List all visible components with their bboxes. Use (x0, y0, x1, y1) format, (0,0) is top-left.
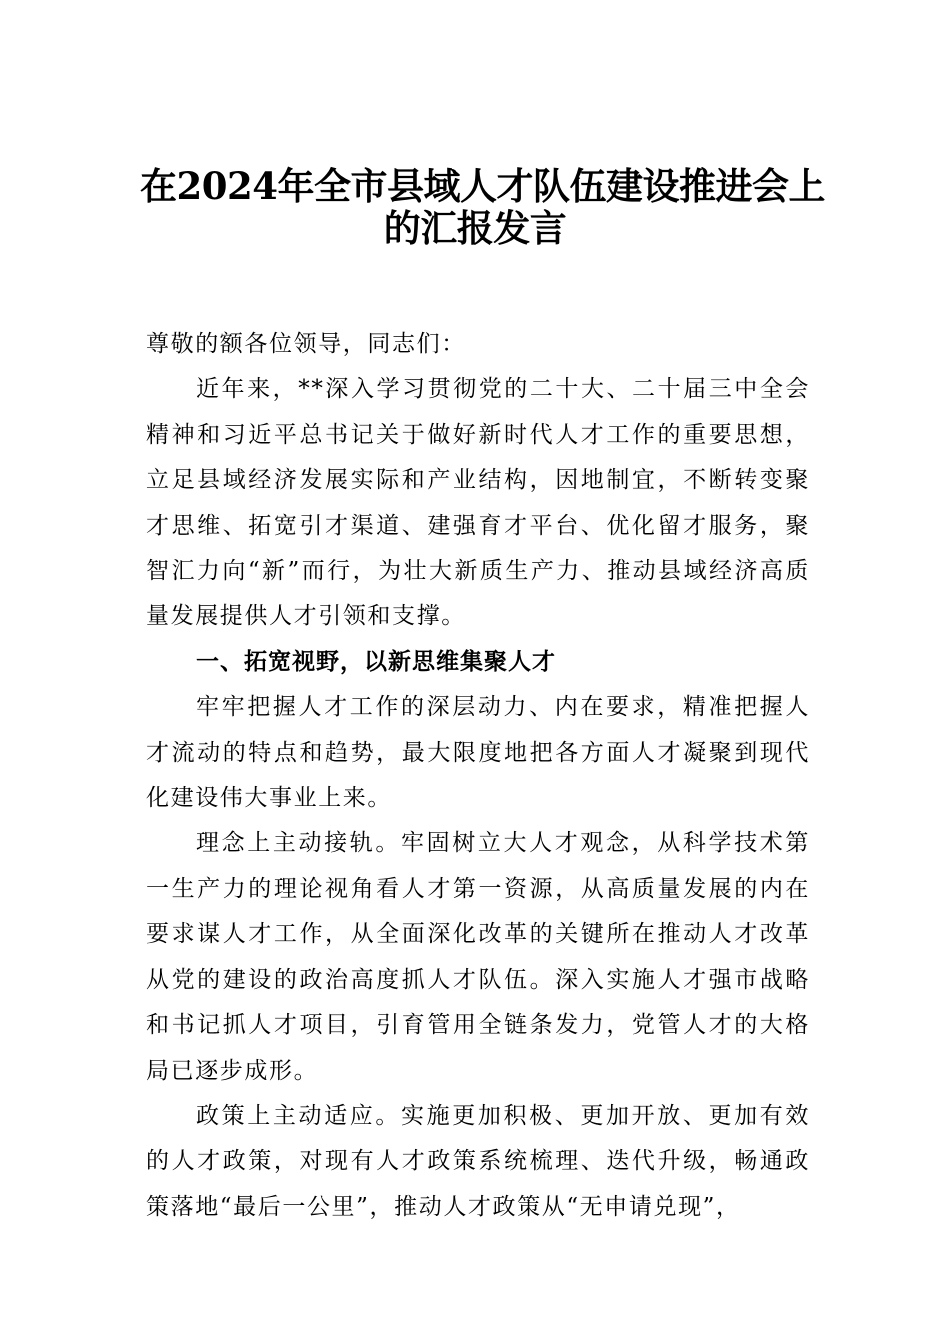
document-title-line-1: 在2024年全市县域人才队伍建设推进会上 (140, 164, 825, 208)
paragraph-concept: 理念上主动接轨。牢固树立大人才观念，从科学技术第一生产力的理论视角看人才第一资源，从高质量发展的内在要求谋人才工作，从全面深化改革的关键所在推动人才改革从党的建设的政治高度抓人才队伍。深入实施人才强市战略和书记抓人才项目，引育管用全链条发力，党管人才的大格局已逐步成形。 (146, 830, 810, 1084)
section-heading-1: 一、拓宽视野，以新思维集聚人才 (196, 648, 556, 675)
paragraph-section-1-intro: 牢牢把握人才工作的深层动力、内在要求，精准把握人才流动的特点和趋势，最大限度地把各方面人才凝聚到现代化建设伟大事业上来。 (146, 694, 810, 812)
paragraph-policy: 政策上主动适应。实施更加积极、更加开放、更加有效的人才政策，对现有人才政策系统梳理、迭代升级，畅通政策落地“最后一公里”，推动人才政策从“无申请兑现”， (146, 1102, 810, 1220)
salutation: 尊敬的额各位领导，同志们： (146, 331, 466, 357)
paragraph-intro: 近年来，**深入学习贯彻党的二十大、二十届三中全会精神和习近平总书记关于做好新时代人才工作的重要思想，立足县域经济发展实际和产业结构，因地制宜，不断转变聚才思维、拓宽引才渠道、建强育才平台、优化留才服务，聚智汇力向“新”而行，为壮大新质生产力、推动县域经济高质量发展提供人才引领和支撑。 (146, 376, 810, 630)
document-title-line-2: 的汇报发言 (383, 206, 567, 250)
document-body (146, 322, 810, 1230)
